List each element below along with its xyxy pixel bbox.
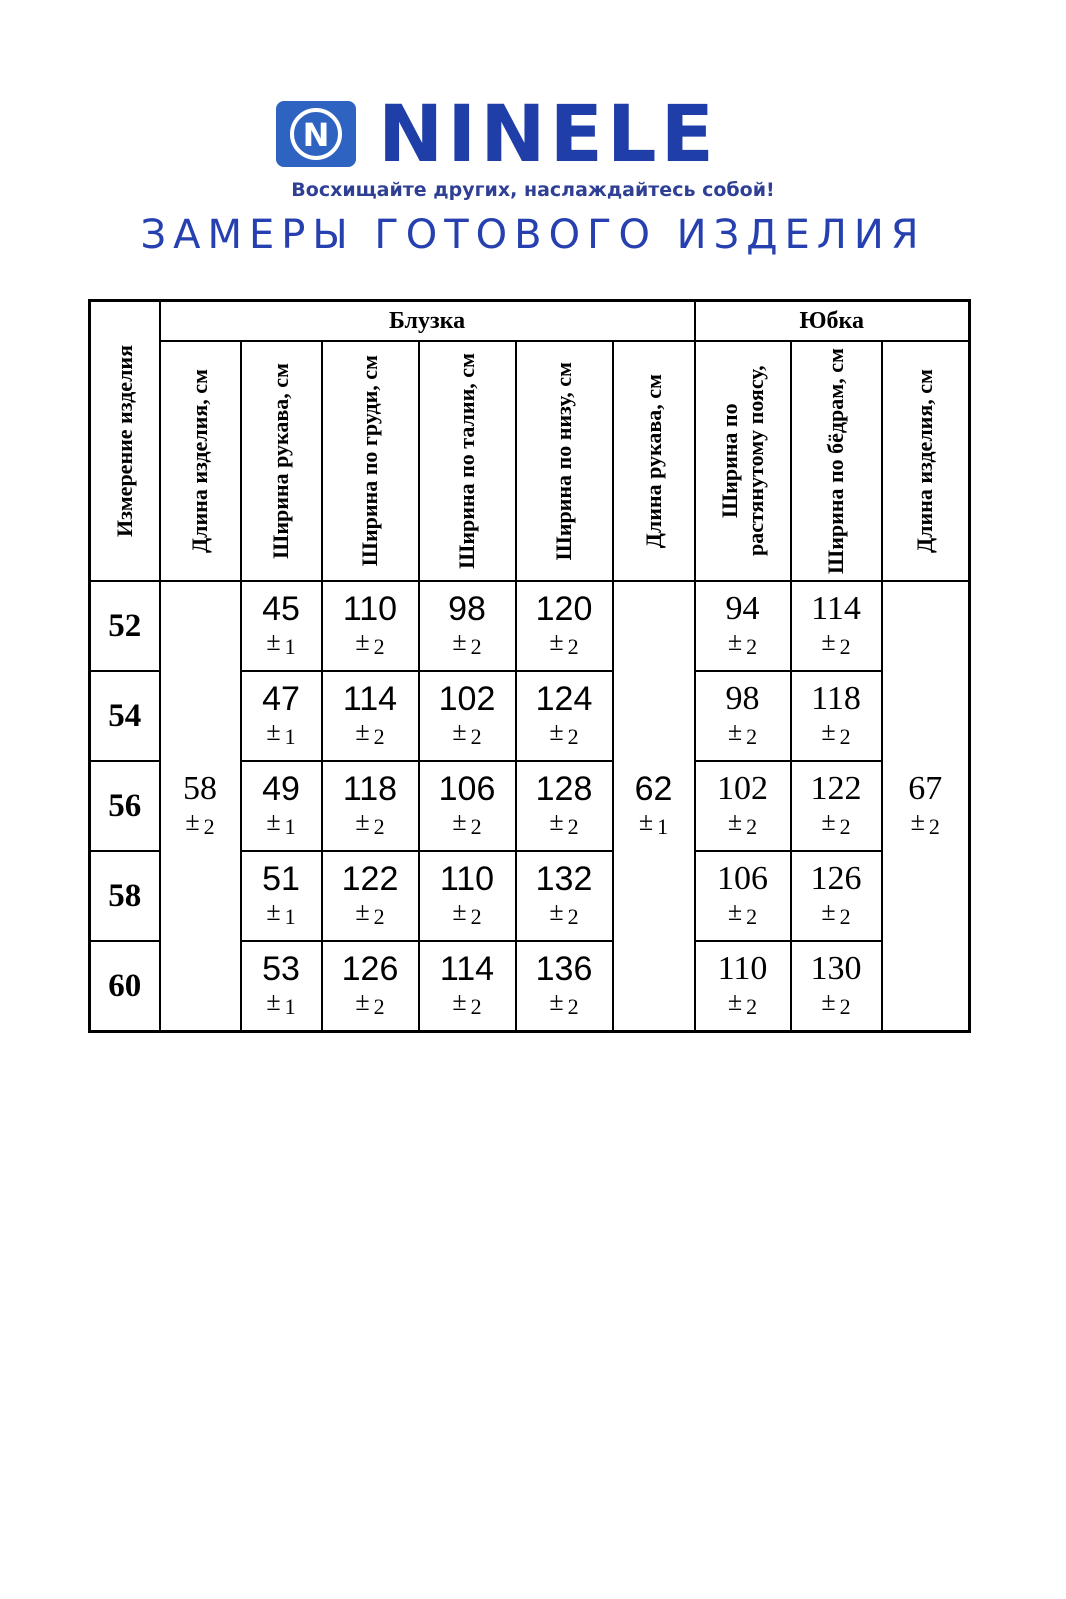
tolerance-value: 2	[470, 633, 482, 659]
measure-cell	[241, 761, 322, 851]
tolerance-sign: ±	[727, 626, 743, 656]
measure-value: 94	[725, 589, 760, 627]
measure-cell	[516, 851, 613, 941]
tolerance-value: 2	[373, 903, 385, 929]
tolerance-value: 2	[839, 633, 851, 659]
measure-cell	[791, 671, 882, 761]
measure-value: 124	[535, 679, 593, 718]
column-header	[516, 341, 613, 581]
tolerance	[792, 987, 881, 1022]
tolerance	[323, 807, 418, 842]
tolerance-value: 2	[839, 993, 851, 1019]
tolerance	[614, 807, 694, 842]
tolerance-sign: ±	[549, 626, 564, 656]
measure-value: 136	[535, 949, 593, 988]
tolerance-value: 2	[567, 903, 579, 929]
size-header-cell	[90, 301, 160, 582]
group-header-skirt: Юбка	[695, 301, 970, 342]
column-header-label: Ширина по растянутому поясу,	[716, 365, 768, 557]
measure-cell	[695, 761, 791, 851]
logo-emblem-letter: N	[302, 116, 330, 154]
tolerance	[696, 807, 790, 842]
brand-slogan: Восхищайте других, наслаждайтесь собой!	[291, 179, 775, 201]
tolerance-sign: ±	[355, 986, 370, 1016]
tolerance-value: 2	[746, 993, 758, 1019]
size-cell: 60	[90, 941, 160, 1032]
tolerance-sign: ±	[355, 896, 370, 926]
size-header-label: Измерение изделия	[111, 345, 137, 537]
measure-value: 62	[634, 769, 673, 808]
brand-header	[0, 90, 1066, 215]
tolerance-sign: ±	[185, 806, 200, 836]
measure-cell	[791, 761, 882, 851]
tolerance	[517, 717, 612, 752]
measure-value: 106	[717, 859, 769, 897]
tolerance-value: 1	[284, 993, 296, 1019]
measure-value: 49	[262, 769, 300, 808]
tolerance-sign: ±	[452, 716, 467, 746]
tolerance	[517, 627, 612, 662]
measure-cell	[241, 941, 322, 1032]
tolerance	[792, 717, 881, 752]
size-chart-table	[88, 299, 971, 1033]
tolerance	[792, 897, 881, 932]
measure-value: 122	[810, 769, 862, 807]
size-cell: 56	[90, 761, 160, 851]
tolerance-value: 1	[284, 903, 296, 929]
page-title: ЗАМЕРЫ ГОТОВОГО ИЗДЕЛИЯ	[140, 212, 926, 258]
tolerance-sign: ±	[549, 806, 564, 836]
tolerance-sign: ±	[452, 986, 467, 1016]
tolerance	[161, 807, 240, 842]
tolerance-sign: ±	[821, 806, 836, 836]
tolerance-sign: ±	[355, 806, 370, 836]
measure-cell	[322, 671, 419, 761]
measure-value: 110	[439, 859, 495, 898]
tolerance-value: 2	[203, 813, 215, 839]
column-header-label: Длина рукава, см	[640, 373, 666, 549]
measure-value: 118	[342, 769, 398, 808]
measure-value: 120	[535, 589, 593, 628]
column-header-label: Ширина по груди, см	[357, 355, 382, 567]
tolerance-value: 1	[284, 633, 296, 659]
measure-value: 106	[438, 769, 496, 808]
tolerance-sign: ±	[266, 806, 281, 836]
measure-value: 110	[717, 949, 768, 987]
measure-cell	[322, 941, 419, 1032]
column-header	[322, 341, 419, 581]
tolerance-sign: ±	[727, 806, 743, 836]
measure-value: 98	[725, 679, 760, 717]
measure-cell	[419, 761, 516, 851]
column-header-label: Длина изделия, см	[187, 368, 212, 553]
measure-cell	[695, 851, 791, 941]
tolerance	[420, 717, 515, 752]
measure-value: 114	[811, 589, 861, 627]
tolerance-sign: ±	[727, 986, 743, 1016]
tolerance	[323, 987, 418, 1022]
measure-value: 67	[908, 769, 943, 807]
tolerance-sign: ±	[452, 626, 467, 656]
blouse-length-cell	[160, 581, 241, 1032]
sleeve-length-cell	[613, 581, 695, 1032]
tolerance-value: 1	[657, 813, 669, 839]
measure-cell	[516, 581, 613, 671]
tolerance	[323, 897, 418, 932]
tolerance-value: 1	[284, 813, 296, 839]
skirt-length-cell	[882, 581, 970, 1032]
column-header	[695, 341, 791, 581]
measure-cell	[241, 851, 322, 941]
tolerance	[420, 807, 515, 842]
tolerance-value: 2	[373, 813, 385, 839]
measure-cell	[419, 671, 516, 761]
tolerance	[420, 987, 515, 1022]
tolerance	[792, 627, 881, 662]
measure-cell	[241, 671, 322, 761]
size-cell: 52	[90, 581, 160, 671]
tolerance-sign: ±	[266, 716, 281, 746]
tolerance-value: 2	[839, 903, 851, 929]
measure-value: 47	[262, 679, 300, 718]
tolerance	[883, 807, 969, 842]
tolerance-value: 2	[567, 813, 579, 839]
tolerance-sign: ±	[821, 716, 836, 746]
measure-value: 122	[341, 859, 399, 898]
column-header	[882, 341, 970, 581]
group-header-blouse: Блузка	[160, 301, 695, 342]
column-header	[160, 341, 241, 581]
tolerance	[696, 897, 790, 932]
tolerance	[792, 807, 881, 842]
tolerance-sign: ±	[266, 896, 281, 926]
tolerance	[517, 807, 612, 842]
tolerance-value: 2	[470, 993, 482, 1019]
tolerance	[420, 627, 515, 662]
tolerance-sign: ±	[821, 986, 836, 1016]
tolerance-sign: ±	[821, 626, 836, 656]
tolerance-value: 2	[470, 723, 482, 749]
measure-value: 51	[262, 859, 300, 898]
tolerance-sign: ±	[910, 806, 925, 836]
measure-cell	[516, 941, 613, 1032]
measure-cell	[419, 581, 516, 671]
measure-value: 58	[183, 769, 217, 807]
measure-cell	[695, 581, 791, 671]
measure-cell	[419, 941, 516, 1032]
tolerance	[420, 897, 515, 932]
tolerance-value: 2	[746, 723, 758, 749]
measure-value: 126	[810, 859, 862, 897]
tolerance-value: 2	[928, 813, 940, 839]
tolerance	[242, 717, 321, 752]
column-header-label: Длина изделия, см	[912, 368, 938, 553]
column-header-label: Ширина рукава, см	[268, 363, 293, 559]
column-header	[419, 341, 516, 581]
tolerance	[242, 897, 321, 932]
tolerance-sign: ±	[266, 626, 281, 656]
measure-value: 132	[535, 859, 593, 898]
measure-cell	[322, 761, 419, 851]
tolerance	[696, 987, 790, 1022]
tolerance-sign: ±	[266, 986, 281, 1016]
tolerance-sign: ±	[727, 716, 743, 746]
tolerance	[242, 627, 321, 662]
tolerance-sign: ±	[638, 806, 654, 836]
measure-value: 53	[262, 949, 300, 988]
measure-cell	[791, 581, 882, 671]
tolerance-value: 2	[470, 903, 482, 929]
tolerance-sign: ±	[452, 896, 467, 926]
size-cell: 58	[90, 851, 160, 941]
tolerance-value: 2	[839, 723, 851, 749]
tolerance-value: 1	[284, 723, 296, 749]
tolerance	[696, 717, 790, 752]
measure-value: 102	[438, 679, 496, 718]
size-cell: 54	[90, 671, 160, 761]
tolerance-value: 2	[373, 633, 385, 659]
tolerance-sign: ±	[355, 716, 370, 746]
column-header-label: Ширина по низу, см	[551, 361, 576, 561]
tolerance	[517, 897, 612, 932]
measure-cell	[695, 671, 791, 761]
tolerance-sign: ±	[549, 896, 564, 926]
measure-value: 128	[535, 769, 593, 808]
measure-cell	[791, 941, 882, 1032]
tolerance-value: 2	[567, 633, 579, 659]
measure-value: 130	[810, 949, 862, 987]
measure-value: 126	[341, 949, 399, 988]
logo-wordmark: NINELE	[378, 90, 718, 180]
tolerance-value: 2	[746, 633, 758, 659]
tolerance	[323, 627, 418, 662]
tolerance	[242, 807, 321, 842]
column-header	[613, 341, 695, 581]
measure-cell	[322, 581, 419, 671]
tolerance-value: 2	[470, 813, 482, 839]
tolerance-value: 2	[567, 723, 579, 749]
tolerance-sign: ±	[355, 626, 370, 656]
measure-value: 110	[342, 589, 398, 628]
measure-cell	[516, 671, 613, 761]
tolerance-sign: ±	[821, 896, 836, 926]
column-header	[791, 341, 882, 581]
tolerance	[696, 627, 790, 662]
column-header-label: Ширина по бёдрам, см	[823, 348, 849, 574]
measure-cell	[791, 851, 882, 941]
tolerance-value: 2	[567, 993, 579, 1019]
measure-cell	[241, 581, 322, 671]
measure-value: 98	[448, 589, 486, 628]
tolerance-sign: ±	[452, 806, 467, 836]
tolerance	[242, 987, 321, 1022]
measure-cell	[516, 761, 613, 851]
logo-emblem-icon	[276, 101, 356, 167]
tolerance-sign: ±	[549, 986, 564, 1016]
measure-value: 118	[811, 679, 861, 717]
column-header-label: Ширина по талии, см	[454, 353, 479, 569]
measure-cell	[419, 851, 516, 941]
column-header	[241, 341, 322, 581]
tolerance-value: 2	[746, 813, 758, 839]
tolerance-value: 2	[839, 813, 851, 839]
tolerance-sign: ±	[549, 716, 564, 746]
measure-cell	[322, 851, 419, 941]
measure-value: 114	[439, 949, 495, 988]
table-row	[90, 581, 970, 671]
tolerance-value: 2	[746, 903, 758, 929]
tolerance-value: 2	[373, 723, 385, 749]
tolerance	[517, 987, 612, 1022]
measure-value: 102	[717, 769, 769, 807]
measure-value: 45	[262, 589, 300, 628]
tolerance-sign: ±	[727, 896, 743, 926]
measure-cell	[695, 941, 791, 1032]
measure-value: 114	[342, 679, 398, 718]
tolerance-value: 2	[373, 993, 385, 1019]
tolerance	[323, 717, 418, 752]
